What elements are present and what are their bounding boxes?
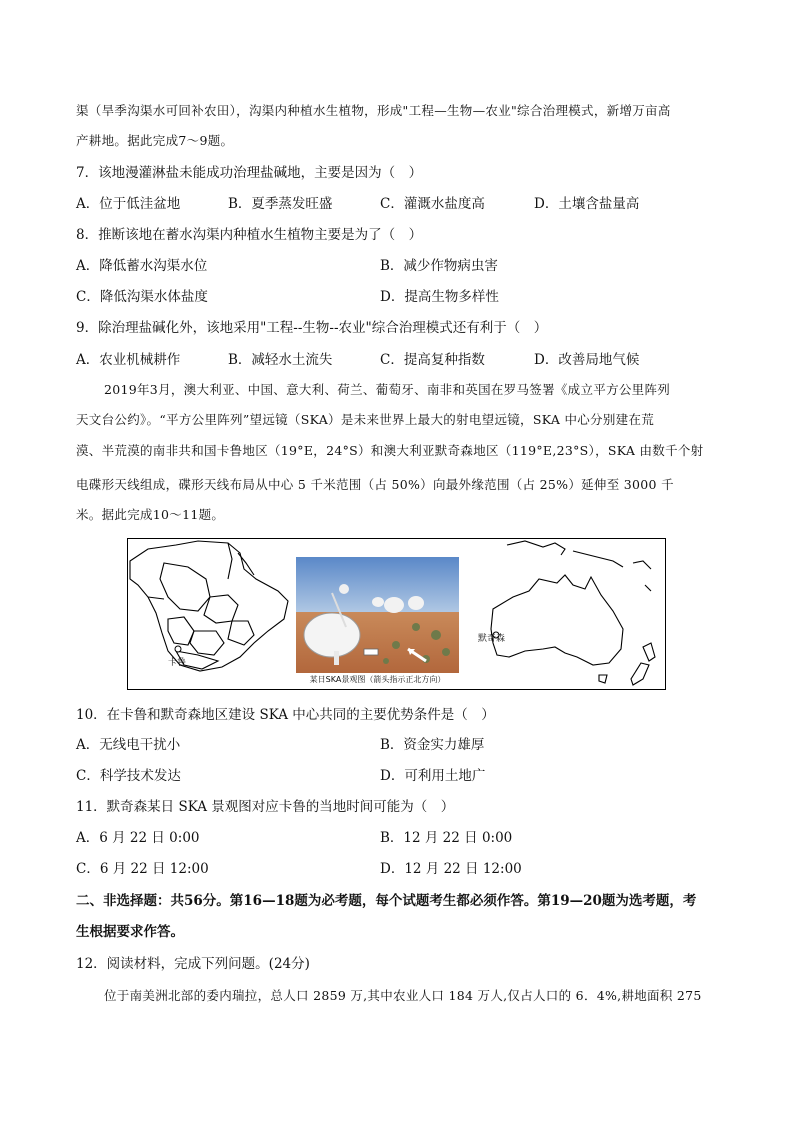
question-10-stem: 10．在卡鲁和默奇森地区建设 SKA 中心共同的主要优势条件是（ ）: [76, 707, 495, 723]
australia-map: [473, 539, 663, 689]
southern-africa-map: [128, 539, 293, 689]
passage-2-line-3: 漠、半荒漠的南非共和国卡鲁地区（19°E，24°S）和澳大利亚默奇森地区（119°E,23°S），SKA 由数千个射: [76, 443, 704, 458]
question-11-stem: 11．默奇森某日 SKA 景观图对应卡鲁的当地时间可能为（ ）: [76, 799, 455, 815]
question-12-material: 位于南美洲北部的委内瑞拉，总人口 2859 万,其中农业人口 184 万人,仅占人口的 6．4%,耕地面积 275: [104, 988, 702, 1003]
q11-option-a: A．6 月 22 日 0:00: [76, 830, 200, 846]
q11-option-c: C．6 月 22 日 12:00: [76, 861, 209, 877]
intro-continuation-line-2: 产耕地。据此完成7～9题。: [76, 133, 234, 148]
q10-option-a: A．无线电干扰小: [76, 737, 181, 753]
question-9-stem: 9．除治理盐碱化外，该地采用"工程--生物--农业"综合治理模式还有利于（ ）: [76, 320, 548, 336]
q7-option-c: C．灌溉水盐度高: [380, 196, 485, 212]
passage-2-line-4: 电碟形天线组成，碟形天线布局从中心 5 千米范围（占 50%）向最外缘范围（占 25%）延伸至 3000 千: [76, 477, 674, 492]
q10-option-d: D．可利用土地广: [380, 768, 486, 784]
q8-option-b: B．减少作物病虫害: [380, 258, 498, 274]
section-2-heading-line-2: 生根据要求作答。: [76, 924, 184, 940]
q8-option-d: D．提高生物多样性: [380, 289, 499, 305]
label-karoo: 卡鲁: [168, 658, 187, 668]
ska-landscape-photo: [296, 557, 459, 673]
section-2-heading-line-1: 二、非选择题：共56分。第16—18题为必考题，每个试题考生都必须作答。第19—20题为选考题，考: [76, 893, 697, 909]
q7-option-d: D．土壤含盐量高: [534, 196, 640, 212]
question-8-stem: 8．推断该地在蓄水沟渠内种植水生植物主要是为了（ ）: [76, 227, 423, 243]
question-12-stem: 12．阅读材料，完成下列问题。(24分): [76, 956, 310, 972]
q9-option-b: B．减轻水土流失: [228, 352, 333, 368]
q7-option-a: A．位于低洼盆地: [76, 196, 181, 212]
q11-option-d: D．12 月 22 日 12:00: [380, 861, 522, 877]
intro-continuation-line-1: 渠（旱季沟渠水可回补农田），沟渠内种植水生植物，形成"工程—生物—农业"综合治理模式，新增万亩高: [76, 103, 671, 118]
q8-option-a: A．降低蓄水沟渠水位: [76, 258, 208, 274]
q8-option-c: C．降低沟渠水体盐度: [76, 289, 208, 305]
ska-figure: [127, 538, 666, 690]
q10-option-b: B．资金实力雄厚: [380, 737, 485, 753]
passage-2-line-5: 米。据此完成10～11题。: [76, 507, 225, 522]
q9-option-a: A．农业机械耕作: [76, 352, 181, 368]
passage-2-line-1: 2019年3月，澳大利亚、中国、意大利、荷兰、葡萄牙、南非和英国在罗马签署《成立平方公里阵列: [104, 382, 671, 397]
question-7-stem: 7．该地漫灌淋盐未能成功治理盐碱地，主要是因为（ ）: [76, 165, 423, 181]
q9-option-c: C．提高复种指数: [380, 352, 485, 368]
passage-2-line-2: 天文台公约》。“平方公里阵列”望远镜（SKA）是未来世界上最大的射电望远镜，SKA 中心分别建在荒: [76, 412, 655, 427]
q11-option-b: B．12 月 22 日 0:00: [380, 830, 513, 846]
q9-option-d: D．改善局地气候: [534, 352, 640, 368]
label-murchison: 默奇森: [478, 634, 506, 644]
photo-caption: 某日SKA景观图（箭头指示正北方向）: [309, 675, 446, 684]
q7-option-b: B．夏季蒸发旺盛: [228, 196, 333, 212]
q10-option-c: C．科学技术发达: [76, 768, 181, 784]
